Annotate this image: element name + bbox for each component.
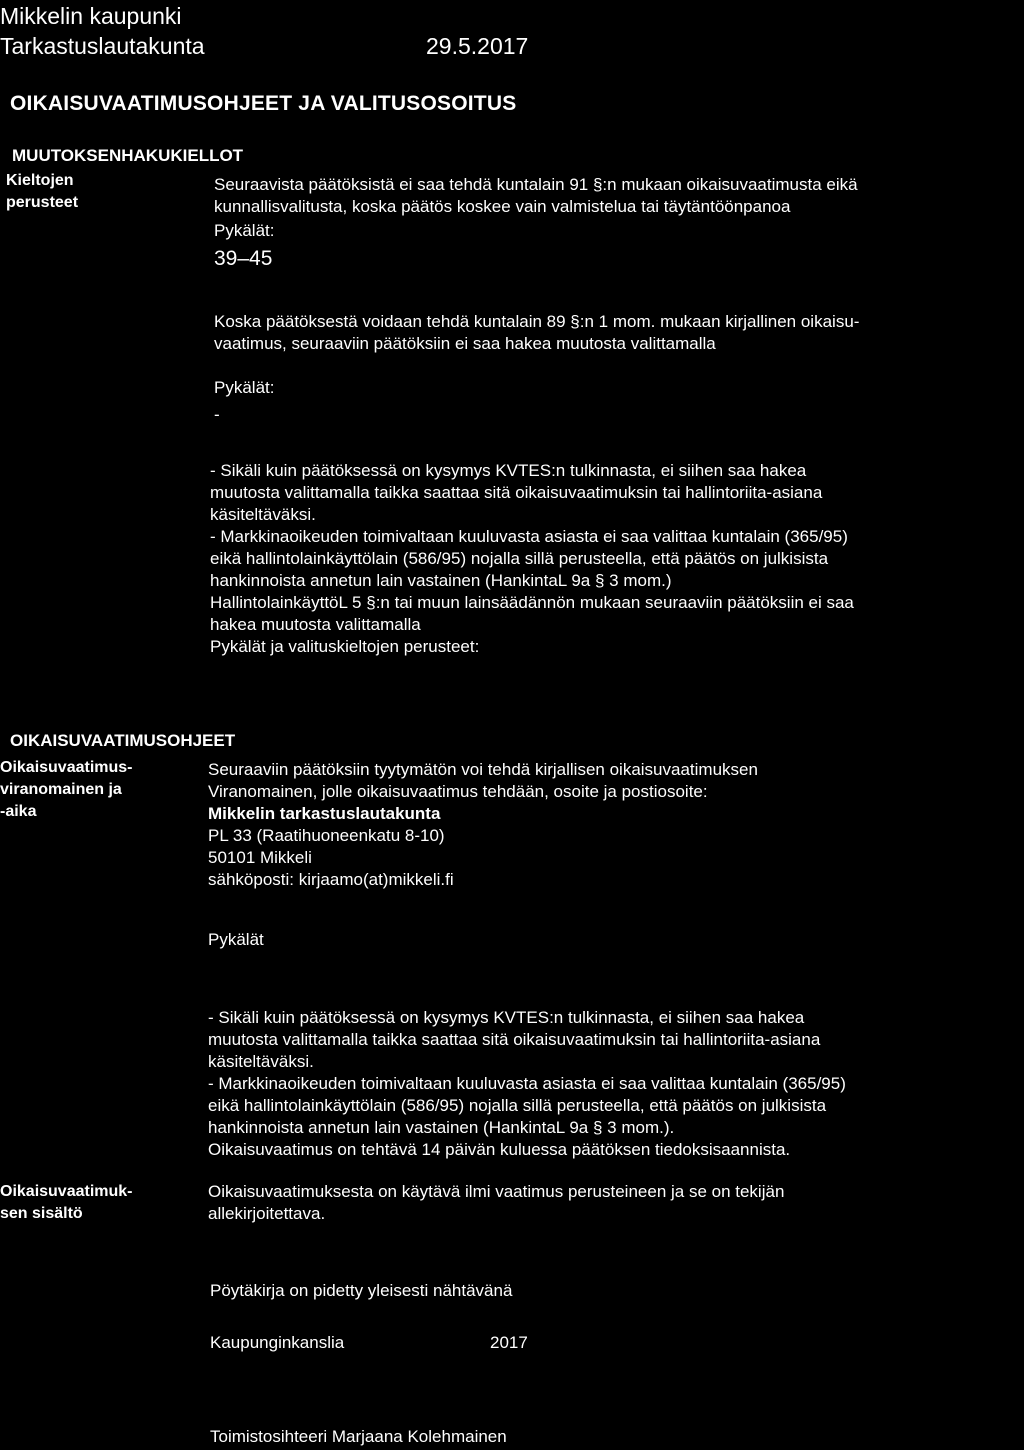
address-line: 50101 Mikkeli [208,848,312,867]
text-line: Seuraavista päätöksistä ei saa tehdä kuntalain 91 §:n mukaan oikaisuvaatimusta eikä [214,175,858,194]
text-line: eikä hallintolainkäyttölain (586/95) nojalla sillä perusteella, että päätös on julkisista [210,549,829,568]
label-oikaisuvaatimusviranomainen [0,757,133,823]
pykalat-value: - [214,405,220,424]
pykalat-label: Pykälät: [214,221,275,240]
pykalat-value: 39–45 [214,247,273,270]
text-line: hakea muutosta valittamalla [210,615,421,634]
text-line: Koska päätöksestä voidaan tehdä kuntalain 89 §:n 1 mom. mukaan kirjallinen oikaisu- [214,312,860,331]
text-line: eikä hallintolainkäyttölain (586/95) nojalla sillä perusteella, että päätös on julkisista [208,1096,827,1115]
authority-name: Mikkelin tarkastuslautakunta [208,804,441,823]
text-line: allekirjoitettava. [208,1204,326,1223]
text-line: Pykälät ja valituskieltojen perusteet: [210,637,480,656]
label-line: viranomainen ja [0,781,122,798]
label-line: -aika [0,803,37,820]
label-line: sen sisältö [0,1205,83,1222]
pykalat-label: Pykälät [208,930,264,949]
pykalat-label: Pykälät: [214,378,275,397]
section-heading-oikaisuvaatimusohjeet: OIKAISUVAATIMUSOHJEET [10,731,236,750]
label-oikaisuvaatimuksen-sisalto [0,1181,133,1225]
page-title: OIKAISUVAATIMUSOHJEET JA VALITUSOSOITUS [10,92,517,115]
label-line: Oikaisuvaatimuk- [0,1183,133,1200]
text-line: käsiteltäväksi. [210,505,316,524]
text-line: Oikaisuvaatimus on tehtävä 14 päivän kuluessa päätöksen tiedoksisaannista. [208,1140,791,1159]
paragraph-oikaisuvaatimus-possible [214,311,859,355]
text-line: Oikaisuvaatimuksesta on käytävä ilmi vaatimus perusteineen ja se on tekijän [208,1182,785,1201]
text-line: hankinnoista annetun lain vastainen (HankintaL 9a § 3 mom.) [210,571,672,590]
text-line: muutosta valittamalla taikka saattaa sitä oikaisuvaatimuksin tai hallintoriita-asiana [210,483,823,502]
text-line: Viranomainen, jolle oikaisuvaatimus tehdään, osoite ja postiosoite: [208,782,708,801]
board-name: Tarkastuslautakunta [0,33,205,59]
text-line: - Markkinaoikeuden toimivaltaan kuuluvasta asiasta ei saa valittaa kuntalain (365/95) [208,1074,846,1093]
public-notice: Pöytäkirja on pidetty yleisesti nähtävänä [210,1281,513,1300]
text-line: vaatimus, seuraaviin päätöksiin ei saa hakea muutosta valittamalla [214,334,716,353]
paragraph-authority-intro [208,759,758,891]
text-line: - Sikäli kuin päätöksessä on kysymys KVTES:n tulkinnasta, ei siihen saa hakea [208,1008,805,1027]
text-line: - Sikäli kuin päätöksessä on kysymys KVTES:n tulkinnasta, ei siihen saa hakea [210,461,807,480]
signature: Toimistosihteeri Marjaana Kolehmainen [210,1427,507,1446]
text-line: Seuraaviin päätöksiin tyytymätön voi tehdä kirjallisen oikaisuvaatimuksen [208,760,758,779]
document-date: 29.5.2017 [426,33,529,59]
text-line: käsiteltäväksi. [208,1052,314,1071]
paragraph-oikaisuvaatimus-exceptions [208,1007,846,1161]
text-line: kunnallisvalitusta, koska päätös koskee vain valmistelua tai täytäntöönpanoa [214,197,791,216]
organization-name: Mikkelin kaupunki [0,3,182,29]
paragraph-no-appeal-preparation [214,174,858,218]
label-line: Oikaisuvaatimus- [0,759,133,776]
email-line: sähköposti: kirjaamo(at)mikkeli.fi [208,870,454,889]
paragraph-sisalto [208,1181,784,1225]
section-heading-muutoksenhakukiellot: MUUTOKSENHAKUKIELLOT [12,146,244,165]
label-kieltojen-perusteet [6,170,78,214]
address-line: PL 33 (Raatihuoneenkatu 8-10) [208,826,445,845]
notice-year: 2017 [490,1333,528,1352]
label-line: Kieltojen [6,172,74,189]
text-line: muutosta valittamalla taikka saattaa sitä oikaisuvaatimuksin tai hallintoriita-asiana [208,1030,821,1049]
text-line: HallintolainkäyttöL 5 §:n tai muun lainsäädännön mukaan seuraaviin päätöksiin ei saa [210,593,854,612]
office-name: Kaupunginkanslia [210,1333,345,1352]
text-line: - Markkinaoikeuden toimivaltaan kuuluvasta asiasta ei saa valittaa kuntalain (365/95) [210,527,848,546]
text-line: hankinnoista annetun lain vastainen (HankintaL 9a § 3 mom.). [208,1118,675,1137]
label-line: perusteet [6,194,79,211]
paragraph-exceptions [210,460,854,658]
